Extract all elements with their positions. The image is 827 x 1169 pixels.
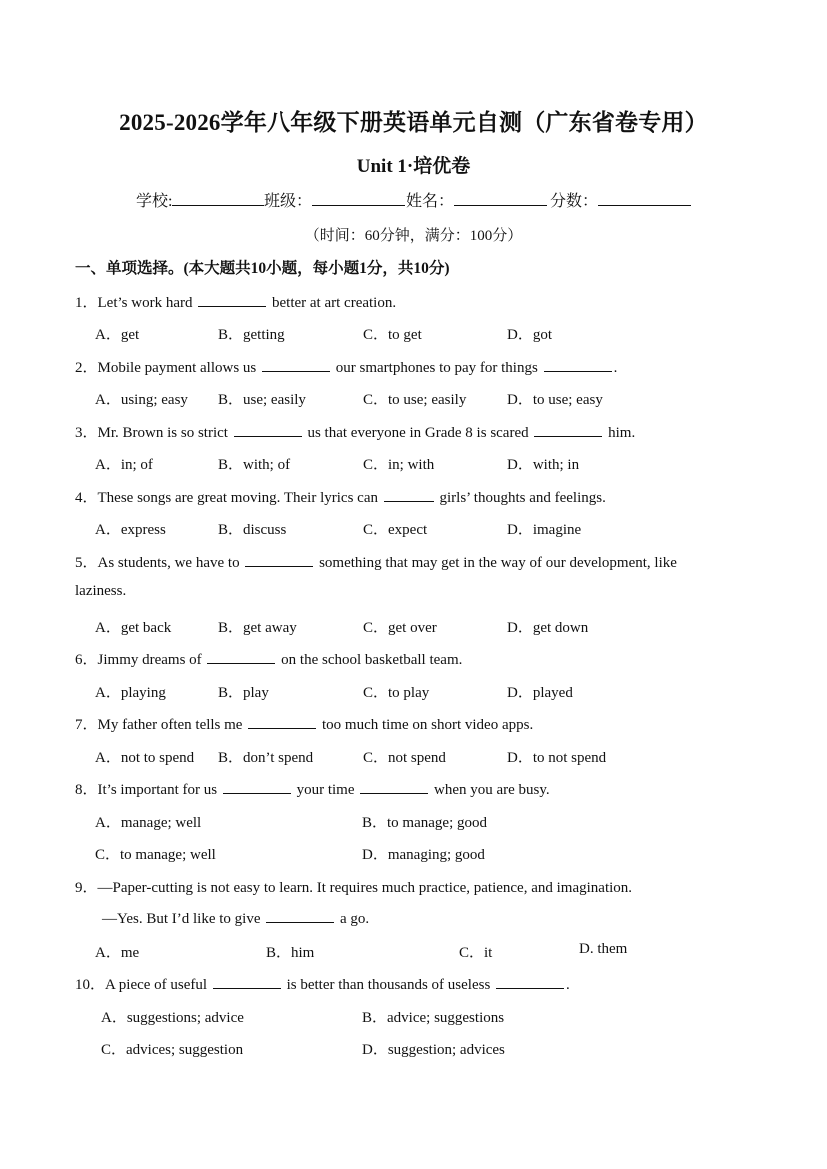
name-blank xyxy=(454,190,547,206)
question-3: 3．Mr. Brown is so strict us that everyone in Grade 8 is scared him. xyxy=(75,421,635,442)
answer-blank xyxy=(360,779,428,794)
score-field xyxy=(550,188,691,211)
option-a: A．not to spend xyxy=(95,750,195,766)
option-a: A．express xyxy=(95,522,166,538)
option-c: C．to play xyxy=(363,685,430,701)
option-a: A．get back xyxy=(95,620,172,636)
option-c: C．it xyxy=(459,945,493,961)
question-number: 5． xyxy=(75,555,98,571)
answer-blank xyxy=(213,974,281,989)
option-b: B．to manage; good xyxy=(362,815,487,831)
answer-blank xyxy=(496,974,564,989)
answer-blank xyxy=(198,292,266,307)
option-c: C．to use; easily xyxy=(363,392,467,408)
question-6: 6．Jimmy dreams of on the school basketball team. xyxy=(75,648,462,669)
option-b: B．advice; suggestions xyxy=(362,1010,505,1026)
question-number: 7． xyxy=(75,717,98,733)
question-4: 4．These songs are great moving. Their lyrics can girls’ thoughts and feelings. xyxy=(75,486,606,507)
option-b: B．don’t spend xyxy=(218,750,314,766)
option-d: D．to not spend xyxy=(507,750,607,766)
option-b: B．discuss xyxy=(218,522,287,538)
name-label: 姓名： xyxy=(406,193,455,210)
option-d: D．imagine xyxy=(507,522,582,538)
answer-blank xyxy=(248,714,316,729)
answer-blank xyxy=(262,357,330,372)
option-d: D．got xyxy=(507,327,553,343)
name-field xyxy=(406,188,547,211)
question-5: 5．As students, we have to something that may get in the way of our development, like xyxy=(75,551,677,572)
answer-blank xyxy=(266,908,334,923)
question-9: 9．—Paper-cutting is not easy to learn. It requires much practice, patience, and imagination. xyxy=(75,880,633,896)
question-number: 6． xyxy=(75,652,98,668)
answer-blank xyxy=(544,357,612,372)
option-b: B．use; easily xyxy=(218,392,306,408)
school-field xyxy=(136,188,264,211)
answer-blank xyxy=(234,422,302,437)
option-c: C．to manage; well xyxy=(95,847,216,863)
option-c: C．expect xyxy=(363,522,428,538)
question-number: 9． xyxy=(75,880,98,896)
question-number: 2． xyxy=(75,360,98,376)
option-b: B．get away xyxy=(218,620,297,636)
answer-blank xyxy=(223,779,291,794)
page-title: 2025-2026学年八年级下册英语单元自测（广东省卷专用） xyxy=(119,110,708,135)
answer-blank xyxy=(245,552,313,567)
option-d: D．with; in xyxy=(507,457,580,473)
option-c: C．get over xyxy=(363,620,437,636)
option-a: A．suggestions; advice xyxy=(101,1010,244,1026)
option-d: D．get down xyxy=(507,620,589,636)
class-label: 班级： xyxy=(264,193,313,210)
class-field xyxy=(264,188,405,211)
time-note: （时间：60分钟，满分：100分） xyxy=(304,228,523,244)
option-b: B．getting xyxy=(218,327,285,343)
question-number: 3． xyxy=(75,425,98,441)
answer-blank xyxy=(534,422,602,437)
question-7: 7．My father often tells me too much time on short video apps. xyxy=(75,713,533,734)
option-a: A．me xyxy=(95,945,140,961)
option-c: C．in; with xyxy=(363,457,435,473)
question-5-continuation: laziness. xyxy=(75,583,127,599)
option-a: A．get xyxy=(95,327,140,343)
score-label: 分数： xyxy=(550,193,599,210)
option-d: D．played xyxy=(507,685,573,701)
question-8: 8．It’s important for us your time when you are busy. xyxy=(75,778,550,799)
option-c: C．advices; suggestion xyxy=(101,1042,244,1058)
question-number: 10． xyxy=(75,977,106,993)
page-subtitle: Unit 1·培优卷 xyxy=(356,156,471,177)
class-blank xyxy=(312,190,405,206)
option-d: D．to use; easy xyxy=(507,392,603,408)
score-blank xyxy=(598,190,691,206)
option-d: D．managing; good xyxy=(362,847,485,863)
question-2: 2．Mobile payment allows us our smartphones to pay for things . xyxy=(75,356,617,377)
answer-blank xyxy=(384,487,434,502)
option-a: A．using; easy xyxy=(95,392,188,408)
question-number: 1． xyxy=(75,295,98,311)
option-d: D．suggestion; advices xyxy=(362,1042,505,1058)
question-number: 8． xyxy=(75,782,98,798)
option-c: C．to get xyxy=(363,327,422,343)
option-a: A．manage; well xyxy=(95,815,202,831)
option-a: A．in; of xyxy=(95,457,153,473)
school-blank xyxy=(172,190,264,206)
question-1: 1．Let’s work hard better at art creation. xyxy=(75,291,396,312)
option-b: B．play xyxy=(218,685,269,701)
option-d: D. them xyxy=(579,941,628,957)
school-label: 学校: xyxy=(136,193,173,210)
section-title: 一、单项选择。(本大题共10小题，每小题1分，共10分) xyxy=(75,260,450,277)
option-c: C．not spend xyxy=(363,750,446,766)
answer-blank xyxy=(207,649,275,664)
option-b: B．with; of xyxy=(218,457,291,473)
question-number: 4． xyxy=(75,490,98,506)
question-9-reply: —Yes. But I’d like to give a go. xyxy=(102,908,369,928)
option-b: B．him xyxy=(266,945,315,961)
option-a: A．playing xyxy=(95,685,166,701)
question-10: 10．A piece of useful is better than thousands of useless . xyxy=(75,973,570,994)
